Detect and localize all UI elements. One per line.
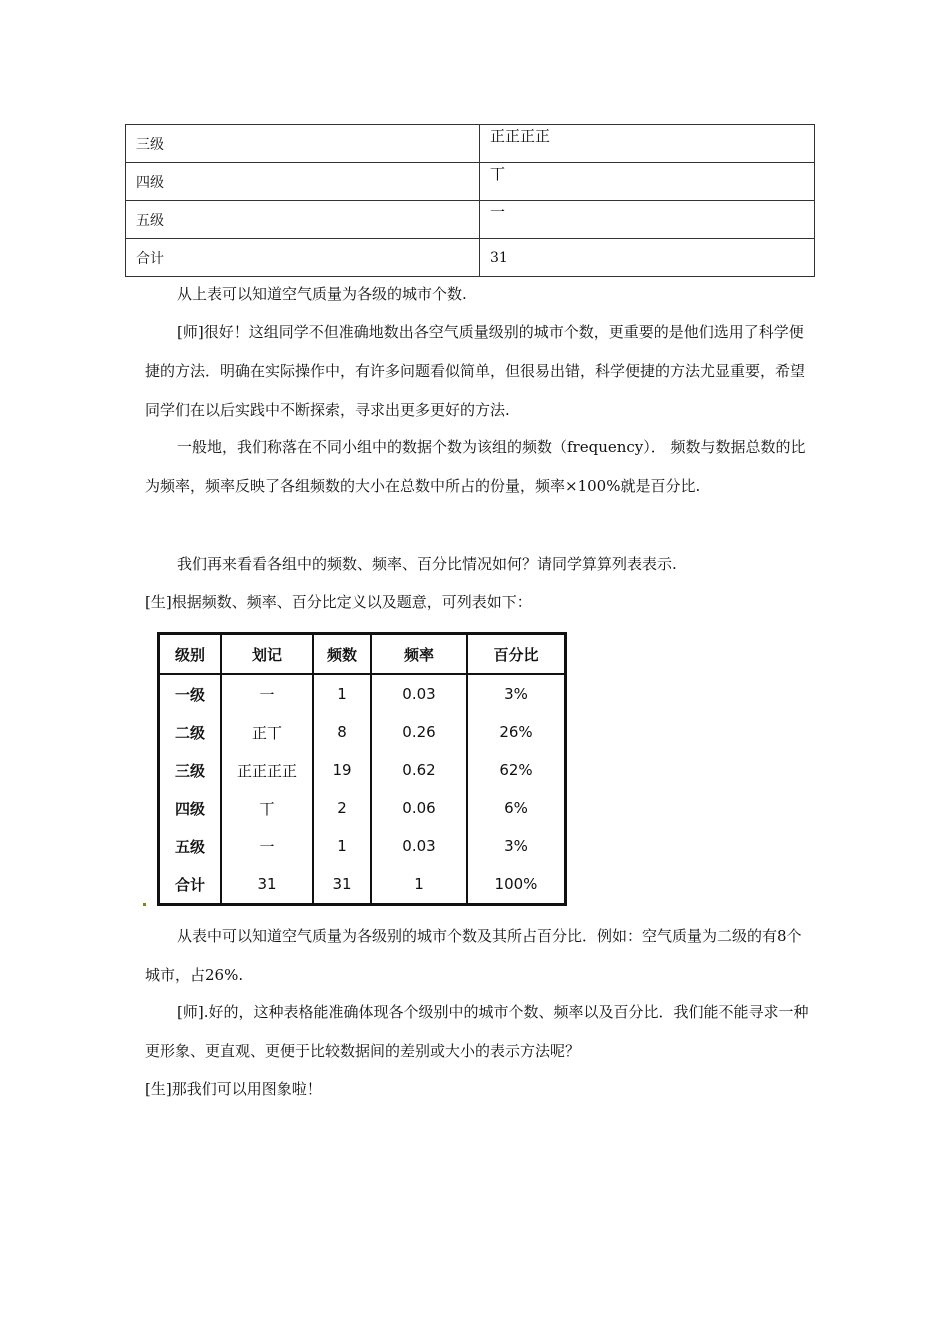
paragraph: 一般地，我们称落在不同小组中的数据个数为该组的频数（frequency）． 频数与数据总数的比为频率，频率反映了各组频数的大小在总数中所占的份量，频率×100%就是百分比. [145,438,806,495]
paragraph: 从上表可以知道空气质量为各级的城市个数. [177,285,467,303]
level-cell: 合计 [126,239,480,277]
table-row [159,713,566,751]
table-cell: 一级 [159,674,222,713]
table-cell: 一 [221,674,313,713]
column-header: 频率 [371,634,467,675]
stray-mark [143,903,146,906]
table-cell: 0.06 [371,789,467,827]
table-cell: 19 [313,751,371,789]
table-cell: 1 [313,674,371,713]
table-row [159,751,566,789]
table-cell: 1 [313,827,371,865]
table-row [159,789,566,827]
table-row [126,125,815,163]
table-row [159,865,566,905]
tally-cell [480,163,815,201]
table-cell: 合计 [159,865,222,905]
tally-cell [480,201,815,239]
table-cell: 0.62 [371,751,467,789]
table-row [126,201,815,239]
table-cell: 0.03 [371,674,467,713]
table-cell: 二级 [159,713,222,751]
column-header: 级别 [159,634,222,675]
table-cell: 2 [313,789,371,827]
paragraph: 从表中可以知道空气质量为各级别的城市个数及其所占百分比．例如：空气质量为二级的有8个城市，占26%. [145,927,802,984]
table-cell: 正正正正 [221,751,313,789]
level-cell: 五级 [126,201,480,239]
column-header: 频数 [313,634,371,675]
table-cell: 31 [313,865,371,905]
paragraph: [师].好的，这种表格能准确体现各个级别中的城市个数、频率以及百分比．我们能不能寻求一种更形象、更直观、更便于比较数据间的差别或大小的表示方法呢？ [145,1003,809,1060]
paragraph: 我们再来看看各组中的频数、频率、百分比情况如何？请同学算算列表表示. [177,555,677,573]
table-cell: 6% [467,789,566,827]
table-cell: 三级 [159,751,222,789]
table-cell: 8 [313,713,371,751]
table-cell: 五级 [159,827,222,865]
tally-mark: 丅 [490,165,506,183]
paragraph: [生]那我们可以用图象啦！ [145,1080,322,1098]
table-cell: 26% [467,713,566,751]
column-header: 百分比 [467,634,566,675]
level-cell: 三级 [126,125,480,163]
table-header-row [159,634,566,675]
table-cell: 正丅 [221,713,313,751]
table-cell: 62% [467,751,566,789]
tally-mark: 一 [490,203,506,221]
table-cell: 四级 [159,789,222,827]
level-cell: 四级 [126,163,480,201]
table-row [126,239,815,277]
table-cell: 3% [467,674,566,713]
tally-cell [480,125,815,163]
table-row [159,827,566,865]
table-cell: 3% [467,827,566,865]
tally-mark: 正正正正 [490,127,551,145]
column-header: 划记 [221,634,313,675]
paragraph: [生]根据频数、频率、百分比定义以及题意，可列表如下： [145,593,532,611]
table-cell: 1 [371,865,467,905]
paragraph: [师]很好！这组同学不但准确地数出各空气质量级别的城市个数，更重要的是他们选用了科学便捷的方法．明确在实际操作中，有许多问题看似简单，但很易出错，科学便捷的方法尤显重要，希望同学们在以后实践中不断探索，寻求出更多更好的方法. [145,323,806,419]
table-cell: 100% [467,865,566,905]
tally-table-top [125,124,815,277]
table-cell: 丅 [221,789,313,827]
table-row [126,163,815,201]
table-cell: 0.03 [371,827,467,865]
total-cell: 31 [480,239,815,277]
table-row [159,674,566,713]
frequency-table [157,632,567,906]
table-cell: 0.26 [371,713,467,751]
table-cell: 一 [221,827,313,865]
table-cell: 31 [221,865,313,905]
